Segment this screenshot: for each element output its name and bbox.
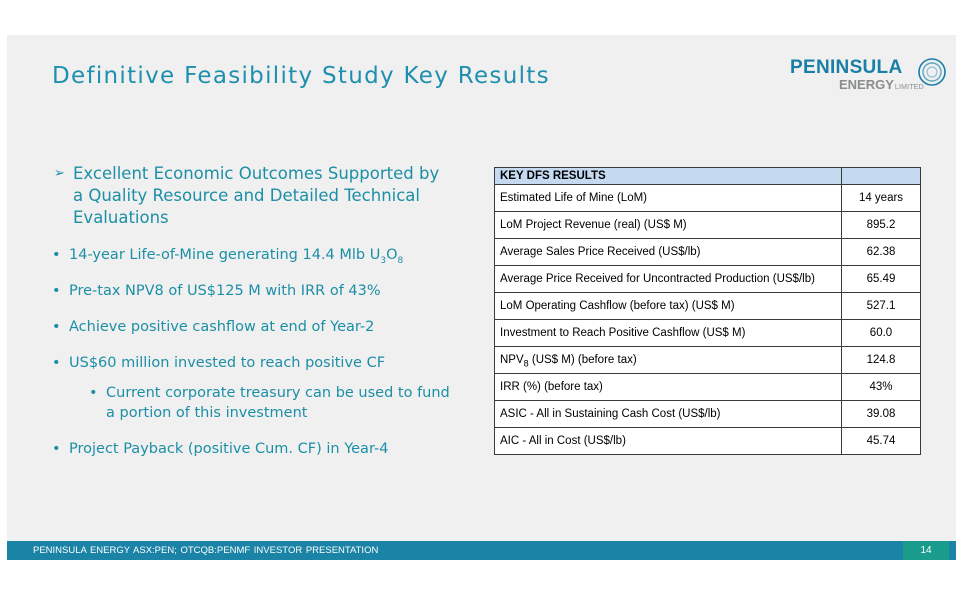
- bullet-text: Achieve positive cashflow at end of Year-2: [69, 319, 375, 335]
- bullet-text: Project Payback (positive Cum. CF) in Year-4: [69, 441, 389, 457]
- row-label: Investment to Reach Positive Cashflow (US$ M): [495, 320, 842, 347]
- table-row: [495, 401, 921, 428]
- table-header-blank: [842, 168, 921, 185]
- bullet-dot-icon: •: [52, 247, 61, 263]
- row-label: AIC - All in Cost (US$/lb): [495, 428, 842, 455]
- table-row: [495, 374, 921, 401]
- bullet-dot-icon: •: [52, 283, 61, 299]
- bullet-dot-icon: •: [89, 385, 98, 401]
- company-logo: [787, 57, 947, 97]
- table-row: [495, 347, 921, 374]
- table-header-row: [495, 168, 921, 185]
- row-label: ASIC - All in Sustaining Cash Cost (US$/lb): [495, 401, 842, 428]
- table-row: [495, 293, 921, 320]
- table-row: [495, 239, 921, 266]
- table-row: [495, 212, 921, 239]
- row-value: 527.1: [842, 293, 921, 320]
- bullet-dot-icon: •: [52, 355, 61, 371]
- bullet-text: US$60 million invested to reach positive CF: [69, 355, 386, 371]
- slide-title: Definitive Feasibility Study Key Results: [52, 63, 550, 89]
- bullet-dot-icon: •: [52, 319, 61, 335]
- row-value: 45.74: [842, 428, 921, 455]
- logo-sub-text: ENERGYLIMITED: [839, 77, 924, 92]
- row-value: 124.8: [842, 347, 921, 374]
- slide: [7, 35, 956, 560]
- row-value: 65.49: [842, 266, 921, 293]
- row-label: IRR (%) (before tax): [495, 374, 842, 401]
- row-label: $NPV_8$ (US$ M) (before tax): [495, 347, 842, 374]
- row-label: LoM Project Revenue (real) (US$ M): [495, 212, 842, 239]
- footer-text: PENINSULA ENERGY ASX:PEN; OTCQB:PENMF INVESTOR PRESENTATION: [33, 545, 379, 556]
- table-row: [495, 266, 921, 293]
- bullet-text: Pre-tax NPV8 of US$125 M with IRR of 43%: [69, 283, 381, 299]
- row-value: 60.0: [842, 320, 921, 347]
- row-label: Average Price Received for Uncontracted Production (US$/lb): [495, 266, 842, 293]
- row-value: 895.2: [842, 212, 921, 239]
- table-header: KEY DFS RESULTS: [495, 168, 842, 185]
- logo-rings-icon: [915, 57, 949, 87]
- bullet-dot-icon: •: [52, 441, 61, 457]
- sub-bullet-text: Current corporate treasury can be used to fund a portion of this investment: [106, 385, 450, 421]
- table-row: [495, 185, 921, 212]
- bullet-text: 14-year Life-of-Mine generating 14.4 Mlb $U_3O_8$: [69, 247, 404, 266]
- row-label: LoM Operating Cashflow (before tax) (US$ M): [495, 293, 842, 320]
- logo-main-text: PENINSULA: [790, 57, 903, 78]
- row-label: Average Sales Price Received (US$/lb): [495, 239, 842, 266]
- row-value: 43%: [842, 374, 921, 401]
- table-row: [495, 428, 921, 455]
- row-label: Estimated Life of Mine (LoM): [495, 185, 842, 212]
- row-value: 39.08: [842, 401, 921, 428]
- table-row: [495, 320, 921, 347]
- arrow-bullet-icon: ➢: [54, 166, 65, 181]
- headline-text: Excellent Economic Outcomes Supported by a Quality Resource and Detailed Technical Evaluations: [73, 164, 440, 227]
- footer-bar: [7, 541, 956, 560]
- page-number: 14: [903, 541, 949, 560]
- row-value: 14 years: [842, 185, 921, 212]
- dfs-results-table: [494, 167, 921, 455]
- row-value: 62.38: [842, 239, 921, 266]
